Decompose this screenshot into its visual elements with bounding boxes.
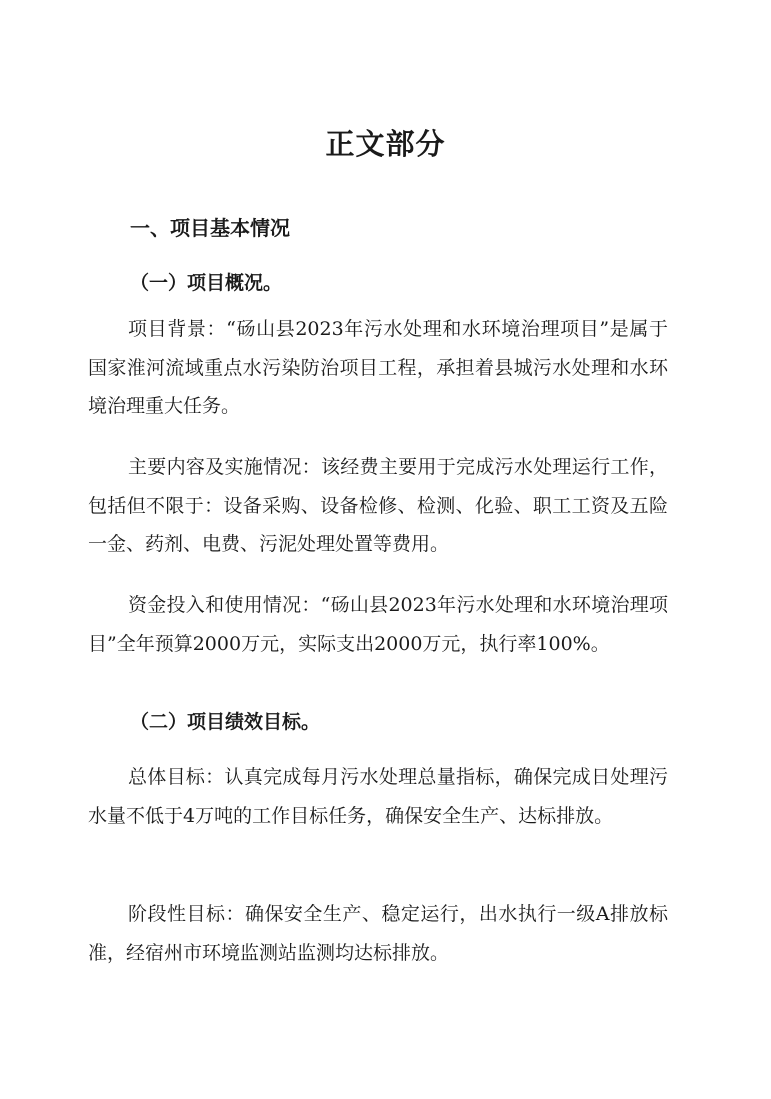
subsection-heading-overview: （一）项目概况。: [130, 272, 283, 294]
paragraph-phase-goal: 阶段性目标：确保安全生产、稳定运行，出水执行一级A排放标准，经宿州市环境监测站监测均达标排放。: [88, 903, 668, 964]
subsection-heading-performance-goals: （二）项目绩效目标。: [130, 711, 321, 733]
document-title: 正文部分: [325, 127, 446, 161]
paragraph-funding: 资金投入和使用情况：“砀山县2023年污水处理和水环境治理项目”全年预算2000万元，实际支出2000万元，执行率100%。: [88, 594, 668, 655]
section-heading-project-basics: 一、项目基本情况: [130, 216, 290, 240]
paragraph-project-background: 项目背景：“砀山县2023年污水处理和水环境治理项目”是属于国家淮河流域重点水污染防治项目工程，承担着县城污水处理和水环境治理重大任务。: [88, 318, 668, 417]
paragraph-main-content: 主要内容及实施情况：该经费主要用于完成污水处理运行工作，包括但不限于：设备采购、设备检修、检测、化验、职工工资及五险一金、药剂、电费、污泥处理处置等费用。: [88, 456, 668, 555]
paragraph-overall-goal: 总体目标：认真完成每月污水处理总量指标，确保完成日处理污水量不低于4万吨的工作目标任务，确保安全生产、达标排放。: [88, 766, 668, 827]
